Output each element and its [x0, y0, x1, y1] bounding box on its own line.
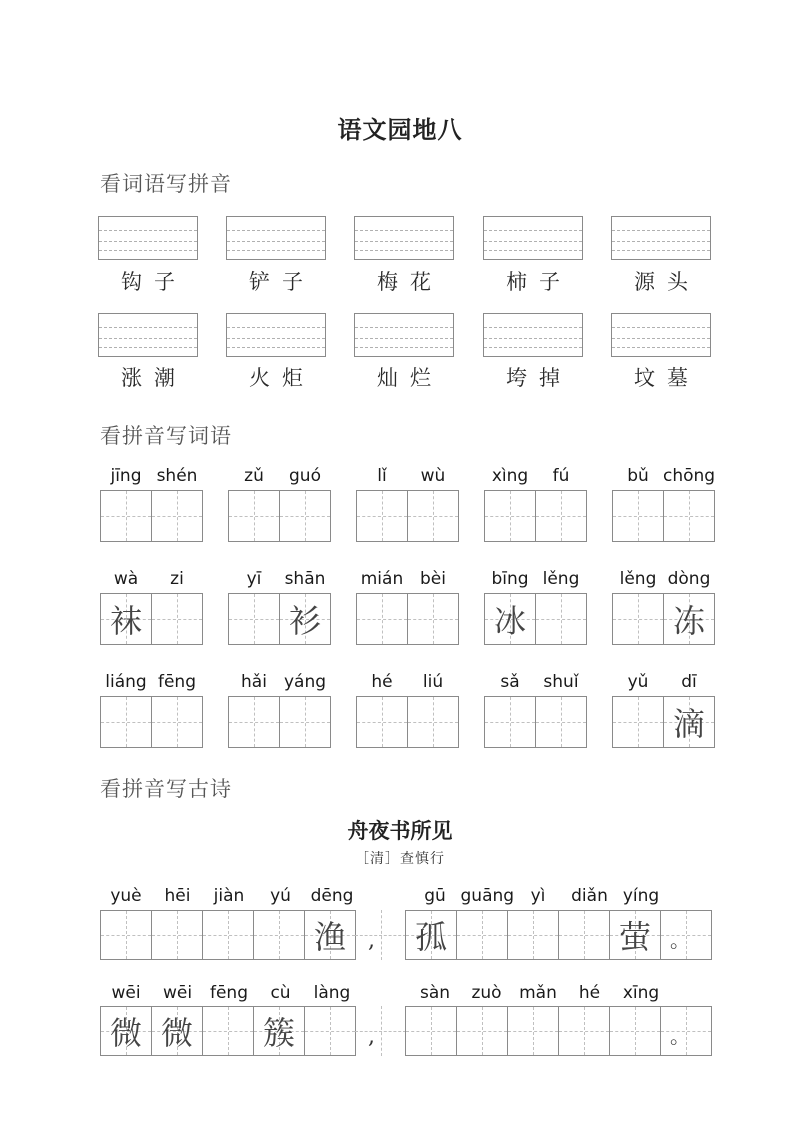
tianzige-cell[interactable]: [151, 910, 203, 960]
pinyin-label: mǎn: [519, 983, 557, 1003]
word-grid: [228, 593, 331, 645]
writing-guide-line: [227, 230, 325, 231]
word-grid: [612, 696, 715, 748]
tianzige-cell[interactable]: [407, 593, 459, 645]
tianzige-cell[interactable]: [356, 490, 408, 542]
written-character: [485, 697, 535, 747]
written-character: 微: [160, 1014, 193, 1052]
written-character: [357, 491, 407, 541]
pinyin-label: shén: [156, 466, 198, 486]
writing-guide-line: [227, 327, 325, 328]
tianzige-cell[interactable]: [609, 1006, 661, 1056]
tianzige-cell[interactable]: [558, 910, 610, 960]
writing-guide-line: [612, 250, 710, 251]
writing-guide-line: [612, 338, 710, 339]
written-character: [457, 911, 507, 959]
tianzige-cell[interactable]: [663, 593, 715, 645]
pinyin-label: fēng: [209, 983, 248, 1003]
pinyin-label: dī: [681, 672, 697, 692]
pinyin-label: chōng: [663, 466, 716, 486]
pinyin-label: zǔ: [244, 466, 264, 486]
pinyin-label: xīng: [622, 983, 660, 1003]
tianzige-cell[interactable]: [356, 696, 408, 748]
pinyin-label: làng: [313, 983, 351, 1003]
writing-guide-line: [99, 250, 197, 251]
tianzige-cell[interactable]: [660, 1006, 712, 1056]
pinyin-answer-box[interactable]: [226, 313, 326, 357]
comma-mark: ,: [368, 1024, 375, 1049]
writing-guide-line: [612, 230, 710, 231]
tianzige-cell[interactable]: [304, 1006, 356, 1056]
poem-author: ［清］查慎行: [355, 851, 445, 867]
pinyin-label: yíng: [622, 886, 660, 906]
tianzige-cell[interactable]: [151, 593, 203, 645]
word-grid: [612, 593, 715, 645]
writing-guide-line: [99, 327, 197, 328]
tianzige-cell[interactable]: [253, 1006, 305, 1056]
word-grid: [100, 593, 203, 645]
pinyin-answer-box[interactable]: [611, 313, 711, 357]
written-character: [152, 594, 202, 644]
tianzige-cell[interactable]: [535, 593, 587, 645]
written-character: 袜: [109, 602, 142, 640]
tianzige-cell[interactable]: [279, 490, 331, 542]
tianzige-cell[interactable]: [612, 696, 664, 748]
pinyin-label: hēi: [164, 886, 191, 906]
tianzige-cell[interactable]: [100, 910, 152, 960]
written-character: [406, 1007, 456, 1055]
writing-guide-line: [355, 327, 453, 328]
pinyin-label: yì: [530, 886, 546, 906]
written-character: [536, 594, 586, 644]
tianzige-cell[interactable]: [663, 490, 715, 542]
tianzige-cell[interactable]: [253, 910, 305, 960]
tianzige-cell[interactable]: [456, 1006, 508, 1056]
written-character: 滴: [672, 705, 705, 743]
pinyin-answer-box[interactable]: [483, 216, 583, 260]
poem-title: 舟夜书所见: [347, 819, 453, 843]
pinyin-label: hé: [371, 672, 393, 692]
tianzige-cell[interactable]: [228, 696, 280, 748]
written-character: 簇: [262, 1014, 295, 1052]
written-character: [357, 697, 407, 747]
writing-guide-line: [99, 338, 197, 339]
pinyin-label: yáng: [283, 672, 327, 692]
pinyin-label: wù: [420, 466, 446, 486]
pinyin-label: fēng: [157, 672, 196, 692]
tianzige-cell[interactable]: [558, 1006, 610, 1056]
word-grid: [484, 490, 587, 542]
written-character: [152, 697, 202, 747]
pinyin-answer-box[interactable]: [98, 313, 198, 357]
written-character: 微: [109, 1014, 142, 1052]
written-character: 冻: [672, 602, 705, 640]
writing-guide-line: [484, 338, 582, 339]
pinyin-label: yī: [246, 569, 262, 589]
tianzige-cell[interactable]: [355, 910, 406, 960]
word-grid: [612, 490, 715, 542]
period-mark: 。: [670, 1024, 690, 1048]
written-character: [559, 911, 609, 959]
writing-guide-line: [355, 241, 453, 242]
writing-guide-line: [484, 250, 582, 251]
written-character: 冰: [493, 602, 526, 640]
tianzige-cell[interactable]: [535, 696, 587, 748]
prompt-word: 涨潮: [121, 366, 187, 390]
tianzige-cell[interactable]: [279, 593, 331, 645]
tianzige-cell[interactable]: [535, 490, 587, 542]
word-grid: [484, 593, 587, 645]
pinyin-label: gū: [424, 886, 446, 906]
pinyin-label: lǐ: [377, 466, 387, 486]
pinyin-label: xìng: [491, 466, 529, 486]
writing-guide-line: [355, 338, 453, 339]
written-character: [613, 594, 663, 644]
written-character: [408, 594, 458, 644]
prompt-word: 坟墓: [634, 366, 700, 390]
pinyin-label: yuè: [110, 886, 142, 906]
writing-guide-line: [484, 230, 582, 231]
writing-guide-line: [227, 241, 325, 242]
writing-guide-line: [484, 327, 582, 328]
tianzige-cell[interactable]: [484, 593, 536, 645]
pinyin-label: mián: [360, 569, 404, 589]
written-character: [152, 491, 202, 541]
tianzige-cell[interactable]: [612, 593, 664, 645]
tianzige-cell[interactable]: [609, 910, 661, 960]
prompt-word: 钩子: [121, 270, 187, 294]
tianzige-cell[interactable]: [202, 1006, 254, 1056]
pinyin-label: diǎn: [571, 886, 608, 906]
pinyin-label: guó: [289, 466, 321, 486]
written-character: 衫: [288, 602, 321, 640]
written-character: [559, 1007, 609, 1055]
poem-line: [100, 910, 712, 960]
word-grid: [356, 696, 459, 748]
written-character: [664, 491, 714, 541]
page-title: 语文园地八: [337, 116, 463, 144]
writing-guide-line: [484, 347, 582, 348]
pinyin-label: guāng: [460, 886, 515, 906]
pinyin-label: sǎ: [500, 672, 520, 692]
pinyin-label: sàn: [419, 983, 451, 1003]
tianzige-cell[interactable]: [228, 490, 280, 542]
tianzige-cell[interactable]: [407, 696, 459, 748]
pinyin-label: liáng: [105, 672, 147, 692]
written-character: [101, 911, 151, 959]
prompt-word: 火炬: [249, 366, 315, 390]
written-character: [152, 911, 202, 959]
written-character: 渔: [313, 918, 346, 956]
writing-guide-line: [227, 347, 325, 348]
prompt-word: 垮掉: [506, 366, 572, 390]
written-character: [610, 1007, 660, 1055]
written-character: [613, 697, 663, 747]
tianzige-cell[interactable]: [228, 593, 280, 645]
pinyin-label: liú: [422, 672, 444, 692]
pinyin-label: zuò: [471, 983, 502, 1003]
tianzige-cell[interactable]: [355, 1006, 406, 1056]
written-character: [229, 491, 279, 541]
written-character: [508, 911, 558, 959]
written-character: [203, 1007, 253, 1055]
written-character: [101, 491, 151, 541]
pinyin-answer-box[interactable]: [611, 216, 711, 260]
poem-line: [100, 1006, 712, 1056]
tianzige-cell[interactable]: [663, 696, 715, 748]
word-grid: [356, 490, 459, 542]
pinyin-label: zi: [170, 569, 184, 589]
pinyin-answer-box[interactable]: [98, 216, 198, 260]
written-character: [280, 697, 330, 747]
tianzige-cell[interactable]: [356, 593, 408, 645]
tianzige-cell[interactable]: [100, 490, 152, 542]
word-grid: [228, 490, 331, 542]
tianzige-cell[interactable]: [407, 490, 459, 542]
pinyin-label: wēi: [111, 983, 141, 1003]
word-grid: [228, 696, 331, 748]
pinyin-label: yú: [270, 886, 291, 906]
written-character: [203, 911, 253, 959]
prompt-word: 灿烂: [377, 366, 443, 390]
written-character: [661, 911, 711, 959]
tianzige-cell[interactable]: [100, 593, 152, 645]
tianzige-cell[interactable]: [405, 1006, 457, 1056]
pinyin-answer-box[interactable]: [483, 313, 583, 357]
period-mark: 。: [670, 928, 690, 952]
pinyin-label: lěng: [542, 569, 580, 589]
comma-mark: ,: [368, 928, 375, 953]
prompt-word: 源头: [634, 270, 700, 294]
pinyin-label: jiàn: [213, 886, 245, 906]
pinyin-label: dēng: [310, 886, 354, 906]
written-character: [280, 491, 330, 541]
written-character: [613, 491, 663, 541]
written-character: [357, 594, 407, 644]
tianzige-cell[interactable]: [100, 696, 152, 748]
written-character: [661, 1007, 711, 1055]
pinyin-label: shuǐ: [543, 672, 579, 692]
writing-guide-line: [612, 327, 710, 328]
prompt-word: 梅花: [377, 270, 443, 294]
pinyin-label: hé: [578, 983, 601, 1003]
pinyin-answer-box[interactable]: [354, 313, 454, 357]
tianzige-cell[interactable]: [484, 696, 536, 748]
prompt-word: 柿子: [506, 270, 572, 294]
tianzige-cell[interactable]: [151, 1006, 203, 1056]
pinyin-label: jīng: [110, 466, 142, 486]
tianzige-cell[interactable]: [405, 910, 457, 960]
writing-guide-line: [612, 241, 710, 242]
written-character: [457, 1007, 507, 1055]
writing-guide-line: [227, 338, 325, 339]
pinyin-label: hǎi: [241, 672, 267, 692]
written-character: [408, 491, 458, 541]
pinyin-answer-box[interactable]: [354, 216, 454, 260]
writing-guide-line: [355, 230, 453, 231]
word-grid: [356, 593, 459, 645]
tianzige-cell[interactable]: [151, 696, 203, 748]
pinyin-label: shān: [284, 569, 326, 589]
written-character: [355, 910, 406, 960]
word-grid: [100, 490, 203, 542]
pinyin-label: lěng: [619, 569, 657, 589]
tianzige-cell[interactable]: [304, 910, 356, 960]
tianzige-cell[interactable]: [660, 910, 712, 960]
writing-guide-line: [227, 250, 325, 251]
written-character: [229, 697, 279, 747]
word-grid: [100, 696, 203, 748]
section-title-pinyin: 看词语写拼音: [100, 172, 232, 196]
writing-guide-line: [99, 230, 197, 231]
writing-guide-line: [355, 250, 453, 251]
written-character: [101, 697, 151, 747]
tianzige-cell[interactable]: [507, 1006, 559, 1056]
tianzige-cell[interactable]: [100, 1006, 152, 1056]
tianzige-cell[interactable]: [279, 696, 331, 748]
writing-guide-line: [355, 347, 453, 348]
section-title-words: 看拼音写词语: [100, 424, 232, 448]
written-character: [408, 697, 458, 747]
writing-guide-line: [612, 347, 710, 348]
pinyin-label: dòng: [667, 569, 711, 589]
word-grid: [484, 696, 587, 748]
tianzige-cell[interactable]: [484, 490, 536, 542]
writing-guide-line: [484, 241, 582, 242]
pinyin-label: bīng: [491, 569, 529, 589]
tianzige-cell[interactable]: [507, 910, 559, 960]
writing-guide-line: [99, 241, 197, 242]
written-character: [508, 1007, 558, 1055]
section-title-poem: 看拼音写古诗: [100, 777, 232, 801]
pinyin-label: fú: [552, 466, 570, 486]
tianzige-cell[interactable]: [456, 910, 508, 960]
written-character: [229, 594, 279, 644]
pinyin-label: wà: [113, 569, 139, 589]
prompt-word: 铲子: [249, 270, 315, 294]
pinyin-label: cù: [270, 983, 291, 1003]
tianzige-cell[interactable]: [151, 490, 203, 542]
written-character: 孤: [414, 918, 447, 956]
tianzige-cell[interactable]: [202, 910, 254, 960]
writing-guide-line: [99, 347, 197, 348]
written-character: [536, 491, 586, 541]
pinyin-label: yǔ: [627, 672, 649, 692]
pinyin-answer-box[interactable]: [226, 216, 326, 260]
tianzige-cell[interactable]: [612, 490, 664, 542]
pinyin-label: wēi: [162, 983, 193, 1003]
written-character: [355, 1006, 406, 1056]
written-character: 萤: [618, 918, 651, 956]
pinyin-label: bèi: [420, 569, 446, 589]
written-character: [305, 1007, 355, 1055]
pinyin-label: bǔ: [627, 466, 649, 486]
written-character: [536, 697, 586, 747]
written-character: [254, 911, 304, 959]
written-character: [485, 491, 535, 541]
